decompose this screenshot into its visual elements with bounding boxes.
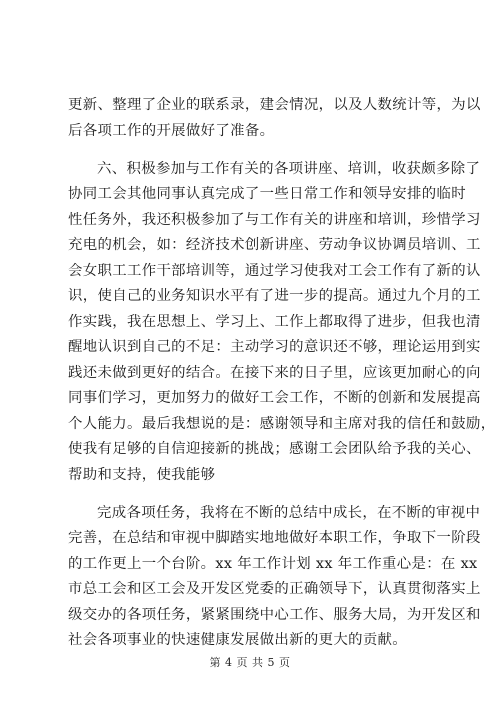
text-line: 个人能力。最后我想说的是：感谢领导和主席对我的信任和鼓励， <box>68 415 496 432</box>
text-line: 社会各项事业的快速健康发展做出新的更大的贡献。 <box>68 632 408 648</box>
text-line: 识，使自己的业务知识水平有了进一步的提高。通过九个月的工 <box>68 288 481 304</box>
text-line: 使我有足够的自信迎接新的挑战；感谢工会团队给予我的关心、 <box>68 441 481 457</box>
text-line: 六、积极参加与工作有关的各项讲座、培训，收获颇多除了 <box>97 160 481 177</box>
text-line: 级交办的各项任务，紧紧围绕中心工作、服务大局，为开发区和 <box>68 606 481 623</box>
text-line: 醒地认识到自己的不足：主动学习的意识还不够，理论运用到实 <box>68 339 481 355</box>
text-line: 更新、整理了企业的联系录，建会情况，以及人数统计等，为以 <box>68 97 481 113</box>
text-line: 同事们学习，更加努力的做好工会工作，不断的创新和发展提高 <box>68 390 481 406</box>
paragraph-contact-records <box>68 93 481 144</box>
text-line: 市总工会和区工会及开发区党委的正确领导下，认真贯彻落实上 <box>68 581 481 597</box>
document-body <box>68 93 496 654</box>
text-line: 性任务外，我还积极参加了与工作有关的讲座和培训，珍惜学习 <box>68 211 481 228</box>
text-line: 作实践，我在思想上、学习上、工作上都取得了进步，但我也清 <box>68 313 481 330</box>
text-line: 协同工会其他同事认真完成了一些日常工作和领导安排的临时 <box>68 186 466 202</box>
text-line: 后各项工作的开展做好了准备。 <box>68 122 275 139</box>
paragraph-work-plan <box>68 501 481 654</box>
text-line: 会女职工工作干部培训等，通过学习使我对工会工作有了新的认 <box>68 262 481 279</box>
text-line: 的工作更上一个台阶。xx 年工作计划 xx 年工作重心是：在 xx <box>68 555 478 572</box>
page-number-footer: 第 4 页 共 5 页 <box>209 656 291 669</box>
text-line: 践还未做到更好的结合。在接下来的日子里，应该更加耐心的向 <box>68 364 481 381</box>
text-line: 完善，在总结和审视中脚踏实地地做好本职工作，争取下一阶段 <box>68 530 481 546</box>
text-line: 完成各项任务，我将在不断的总结中成长，在不断的审视中 <box>97 504 481 521</box>
paragraph-training <box>68 157 496 489</box>
text-line: 帮助和支持，使我能够 <box>68 466 216 483</box>
text-line: 充电的机会，如：经济技术创新讲座、劳动争议协调员培训、工 <box>68 237 481 253</box>
